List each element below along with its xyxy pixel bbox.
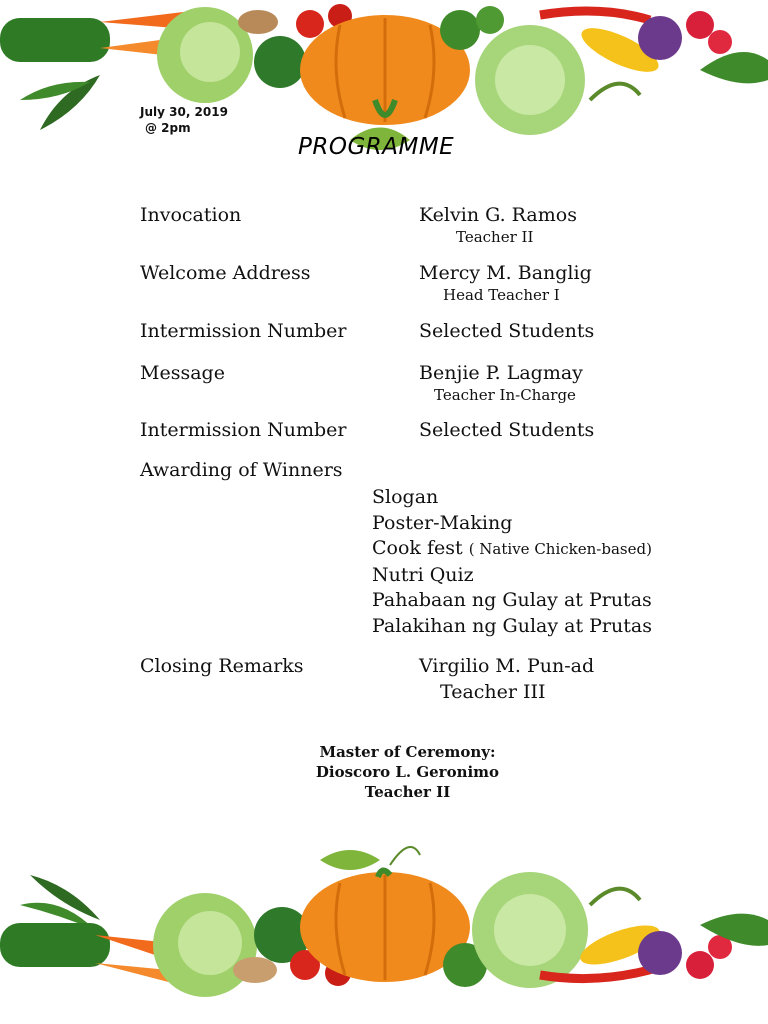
- event-date: July 30, 2019: [140, 105, 228, 119]
- program-role: Teacher In-Charge: [434, 386, 576, 404]
- program-role: Head Teacher I: [443, 286, 560, 304]
- program-person: Kelvin G. Ramos: [419, 204, 577, 226]
- award-note: ( Native Chicken-based): [468, 540, 652, 558]
- program-role: Teacher II: [456, 228, 534, 246]
- leaf-icon: [700, 52, 768, 83]
- program-part: Message: [140, 362, 225, 384]
- award-list: [372, 485, 652, 639]
- program-part: Intermission Number: [140, 419, 347, 441]
- radish-icon: [686, 11, 714, 39]
- radish-icon: [686, 951, 714, 979]
- cucumber-icon: [0, 923, 110, 967]
- program-part: Invocation: [140, 204, 242, 226]
- basil-icon: [440, 10, 480, 50]
- leaf-icon: [320, 850, 380, 870]
- page-title: PROGRAMME: [298, 134, 455, 160]
- mc-role: Teacher II: [364, 783, 451, 801]
- award-item: Nutri Quiz: [372, 563, 474, 586]
- cucumber-icon: [0, 18, 110, 62]
- award-item: Poster-Making: [372, 511, 513, 534]
- award-item: Slogan: [372, 486, 439, 508]
- event-date-time: [140, 104, 228, 136]
- program-person: Mercy M. Banglig: [419, 262, 592, 284]
- herb-icon: [590, 84, 640, 100]
- program-part: Intermission Number: [140, 320, 347, 342]
- program-person: Selected Students: [419, 320, 595, 342]
- award-item: Palakihan ng Gulay at Prutas: [372, 614, 652, 637]
- master-of-ceremony: [280, 742, 535, 802]
- mushroom-icon: [238, 10, 278, 34]
- event-time: @ 2pm: [145, 121, 191, 135]
- award-item: Cook fest ( Native Chicken-based): [372, 537, 652, 559]
- mc-label: Master of Ceremony:: [319, 743, 496, 761]
- eggplant-icon: [638, 931, 682, 975]
- program-person: Selected Students: [419, 419, 595, 441]
- herb-icon: [590, 889, 640, 905]
- chili-icon: [540, 11, 650, 20]
- mushroom-icon: [233, 957, 277, 983]
- program-person: Virgilio M. Pun-ad: [419, 655, 595, 677]
- award-item: Pahabaan ng Gulay at Prutas: [372, 589, 652, 611]
- program-person: Benjie P. Lagmay: [419, 362, 583, 384]
- broccoli-icon: [254, 36, 306, 88]
- bottom-vegetable-border: [0, 835, 768, 1024]
- program-role: Teacher III: [440, 681, 546, 703]
- mc-name: Dioscoro L. Geronimo: [315, 763, 500, 781]
- eggplant-icon: [638, 16, 682, 60]
- tomato-icon: [296, 10, 324, 38]
- program-part: Awarding of Winners: [140, 459, 343, 481]
- program-part: Closing Remarks: [140, 655, 304, 677]
- program-part: Welcome Address: [140, 262, 311, 284]
